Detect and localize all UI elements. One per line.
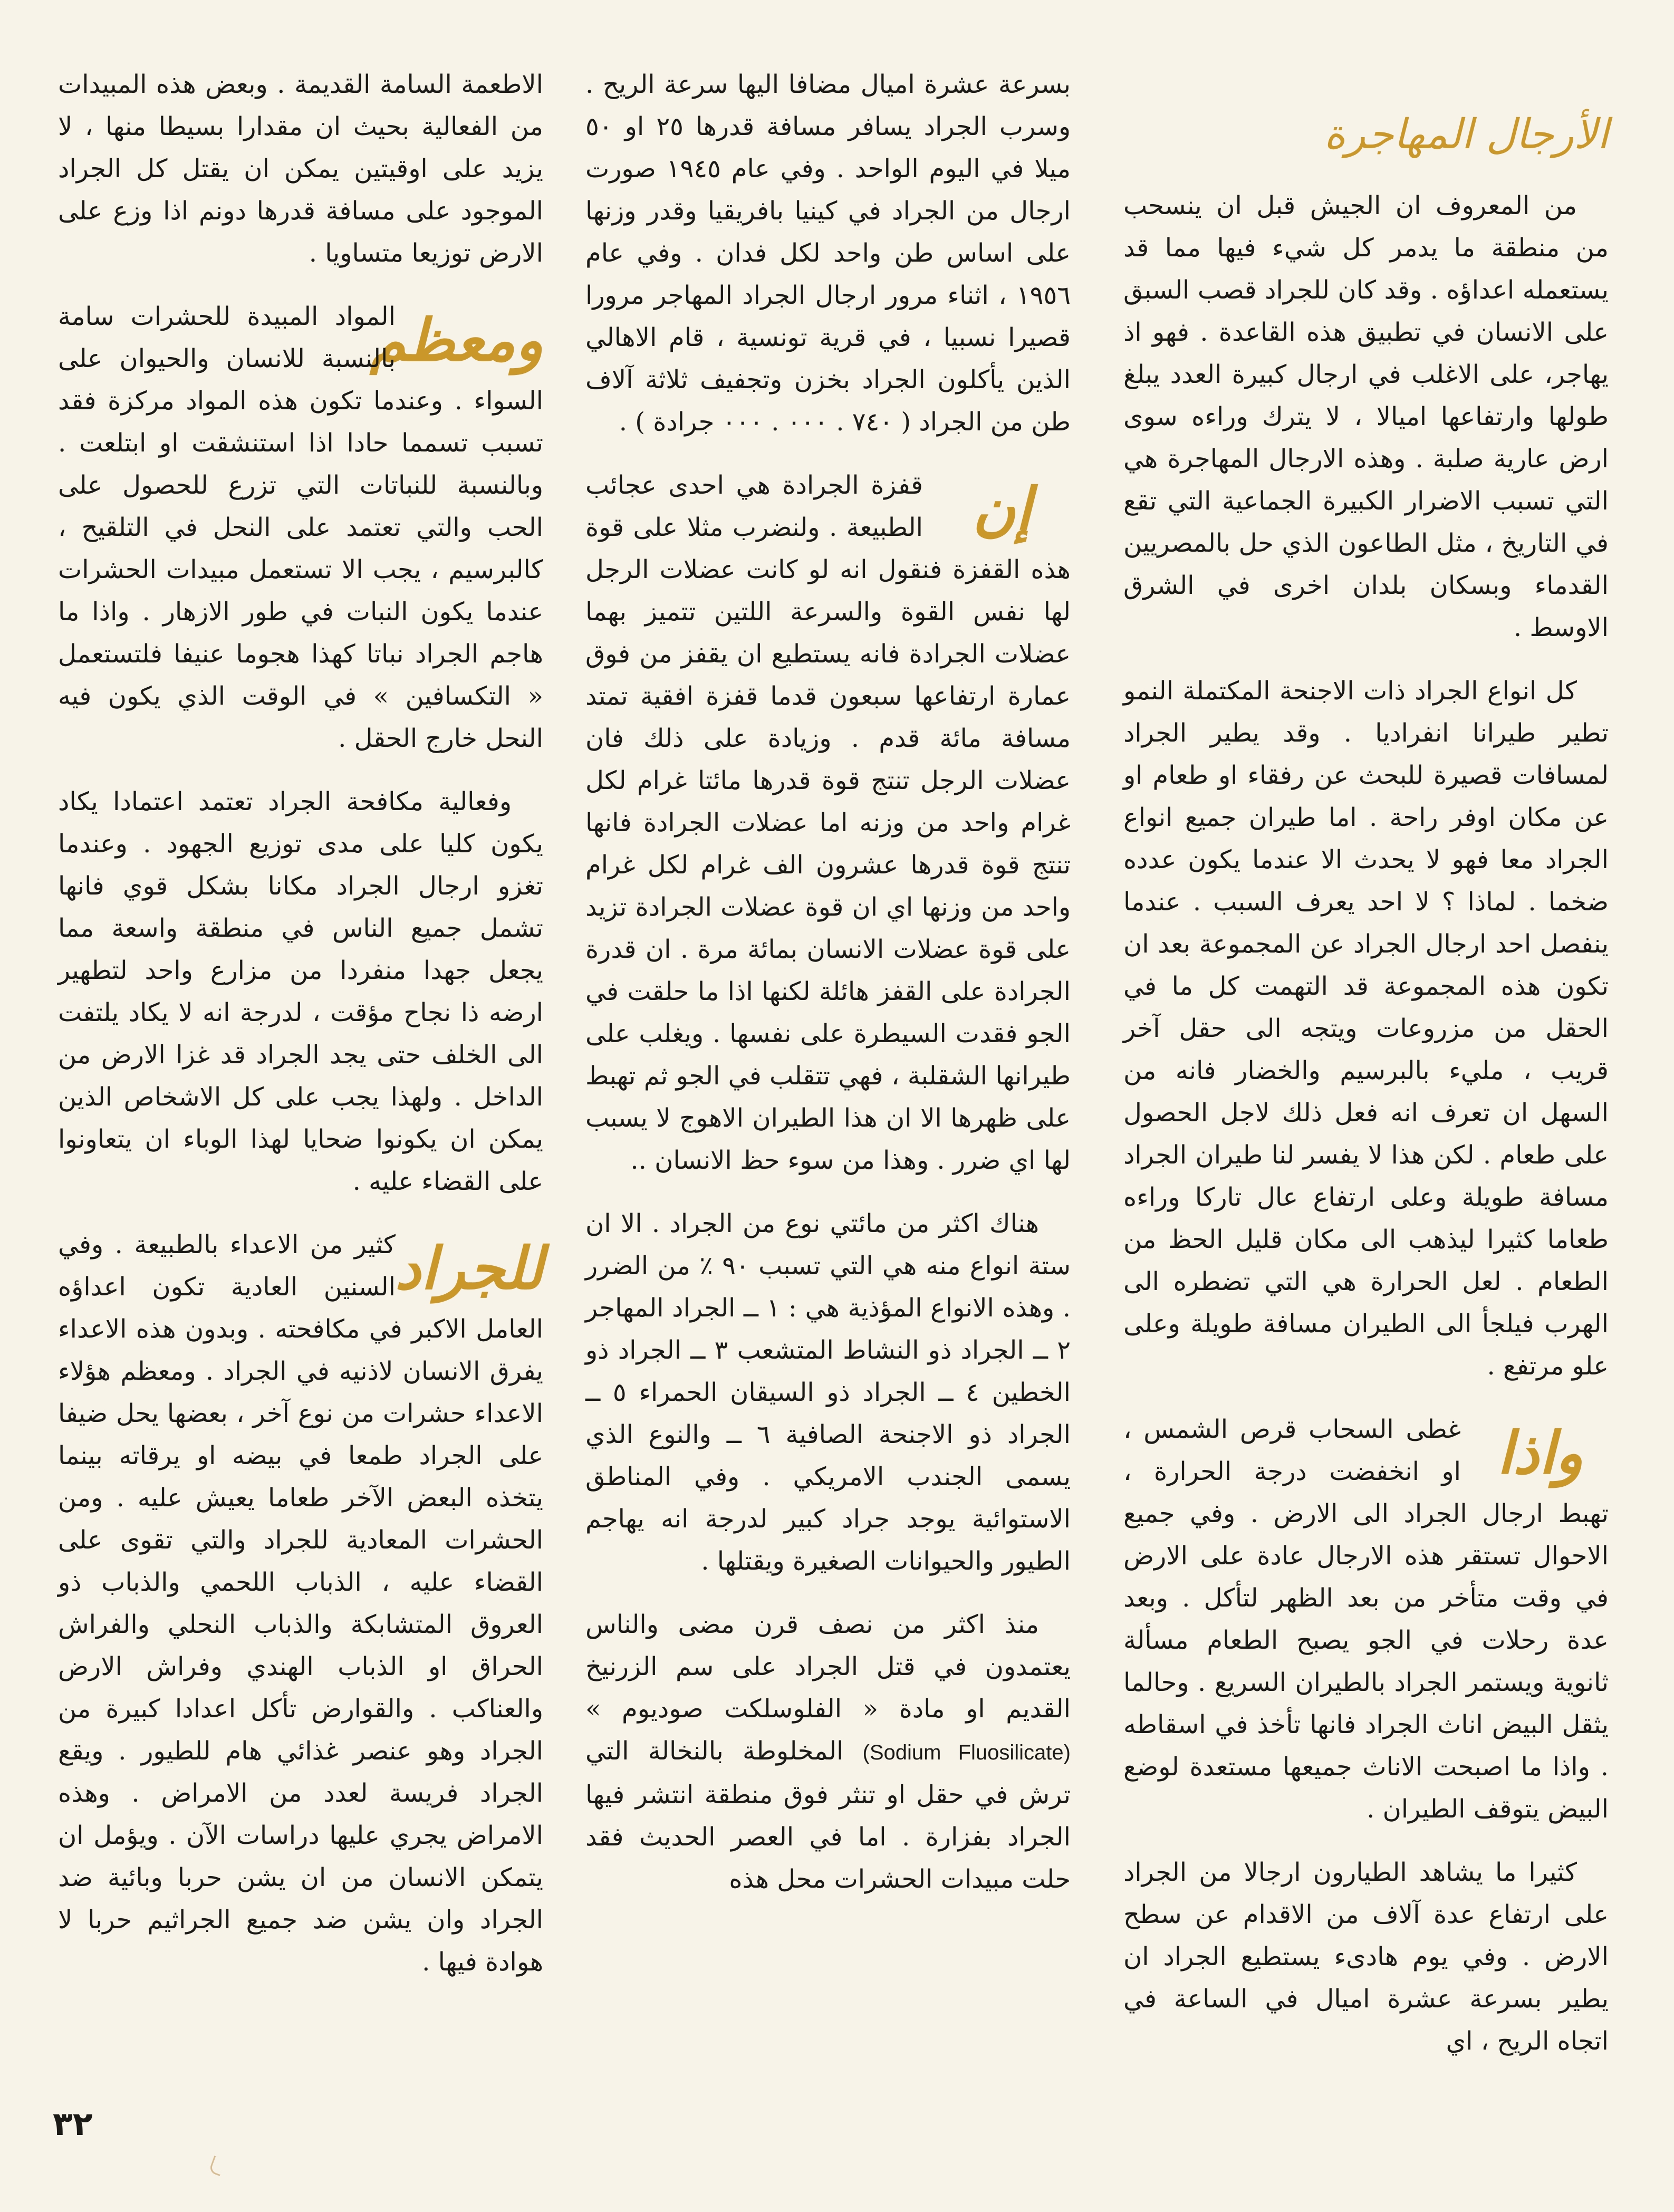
pencil-mark — [208, 2156, 226, 2176]
paragraph: غطى السحاب قرص الشمس ، او انخفضت درجة الحرارة ، تهبط ارجال الجراد الى الارض . وفي جميع الاحوال تستقر هذه الارجال عادة على الارض في وقت متأخر من بعد الظهر لتأكل . وبعد عدة رحلات في الجو يصبح الطعام مسألة ثانوية ويستمر الجراد بالطيران السريع . وحالما يثقل البيض اناث الجراد فانها تأخذ في اسقاطه . واذا ما اصبحت الاناث جميعها مستعدة لوضع البيض يتوقف الطيران . — [1123, 1415, 1609, 1824]
paragraph: كثير من الاعداء بالطبيعة . وفي السنين العادية تكون اعداؤه العامل الاكبر في مكافحته . وبدون هذه الاعداء يفرق الانسان لاذنيه في الجراد . ومعظم هؤلاء الاعداء حشرات من نوع آخر ، بعضها يحل ضيفا على الجراد طمعا في بيضه او يرقاته بينما يتخذه البعض الآخر طعاما يعيش عليه . ومن الحشرات المعادية للجراد والتي تقوى على القضاء عليه ، الذباب اللحمي والذباب ذو العروق المتشابكة والذباب النحلي والفراش الحراق او الذباب الهندي وفراش الارض والعناكب . والقوارض تأكل اعدادا كبيرة من الجراد وهو عنصر غذائي هام للطيور . ويقع الجراد فريسة لعدد من الامراض . وهذه الامراض يجري عليها دراسات الآن . ويؤمل ان يتمكن الانسان من ان يشن حربا وبائية ضد الجراد وان يشن ضد جميع الجراثيم حربا لا هوادة فيها . — [58, 1230, 544, 1977]
section-head-liljarad: للجراد — [395, 1234, 543, 1302]
paragraph-text: المخلوطة بالنخالة التي ترش في حقل او تنثر فوق منطقة انتشر فيها الجراد بفزارة . اما في العصر الحديث فقد حلت مبيدات الحشرات محل هذه — [585, 1736, 1071, 1894]
middle-column — [585, 63, 1071, 1921]
paragraph: وفعالية مكافحة الجراد تعتمد اعتمادا يكاد يكون كليا على مدى توزيع الجهود . وعندما تغزو ارجال الجراد مكانا بشكل قوي فانها تشمل جميع الناس في منطقة واسعة مما يجعل جهدا منفردا من مزارع واحد لتطهير ارضه ذا نجاح مؤقت ، لدرجة انه لا يكاد يلتفت الى الخلف حتى يجد الجراد قد غزا الارض من الداخل . ولهذا يجب على كل الاشخاص الذين يمكن ان يكونوا ضحايا لهذا الوباء ان يتعاونوا على القضاء عليه . — [58, 787, 544, 1196]
latin-term: (Sodium Fluosilicate) — [862, 1741, 1071, 1764]
article-heading: الأرجال المهاجرة — [1324, 111, 1609, 158]
paragraph: كل انواع الجراد ذات الاجنحة المكتملة النمو تطير طيرانا انفراديا . وقد يطير الجراد لمسافات قصيرة للبحث عن رفقاء او طعام او عن مكان اوفر راحة . اما طيران جميع انواع الجراد معا فهو لا يحدث الا عندما يكون عدده ضخما . لماذا ؟ لا احد يعرف السبب . عندما ينفصل احد ارجال الجراد عن المجموعة بعد ان تكون هذه المجموعة قد التهمت كل ما في الحقل من مزروعات ويتجه الى حقل آخر قريب ، مليء بالبرسيم والخضار فانه من السهل ان تعرف انه فعل ذلك لاجل الحصول على طعام . لكن هذا لا يفسر لنا طيران الجراد مسافة طويلة وعلى ارتفاع عال تاركا وراءه طعاما كثيرا ليذهب الى مكان قليل الحظ من الطعام . لعل الحرارة هي التي تضطره الى الهرب فيلجأ الى الطيران مسافة طويلة وعلى علو مرتفع . — [1123, 676, 1609, 1381]
paragraph: من المعروف ان الجيش قبل ان ينسحب من منطقة ما يدمر كل شيء فيها مما قد يستعمله اعداؤه . وقد كان للجراد قصب السبق على الانسان في تطبيق هذه القاعدة . فهو اذ يهاجر، على الاغلب في ارجال كبيرة العدد يبلغ طولها وارتفاعها اميالا ، لا يترك وراءه سوى ارض عارية صلبة . وهذه الارجال المهاجرة هي التي تسبب الاضرار الكبيرة الجماعية التي تقع في التاريخ ، مثل الطاعون الذي حل بالمصريين القدماء وبسكان بلدان اخرى في الشرق الاوسط . — [1123, 191, 1609, 642]
paragraph: الاطعمة السامة القديمة . وبعض هذه المبيدات من الفعالية بحيث ان مقدارا بسيطا منها ، لا يزيد على اوقيتين يمكن ان يقتل كل الجراد الموجود على مسافة قدرها دونم اذا وزع على الارض توزيعا متساويا . — [58, 70, 544, 268]
right-column — [1123, 105, 1609, 2083]
paragraph: بسرعة عشرة اميال مضافا اليها سرعة الريح . وسرب الجراد يسافر مسافة قدرها ٢٥ او ٥٠ ميلا في اليوم الواحد . وفي عام ١٩٤٥ صورت ارجال من الجراد في كينيا بافريقيا وقدر وزنها على اساس طن واحد لكل فدان . وفي عام ١٩٥٦ ، اثناء مرور ارجال الجراد المهاجر مرورا قصيرا نسبيا ، في قرية تونسية ، قام الاهالي الذين يأكلون الجراد بخزن وتجفيف ثلاثة آلاف طن من الجراد ( ٧٤٠ . ٠٠٠ . ٠٠٠ جرادة ) . — [585, 70, 1071, 437]
paragraph — [585, 1603, 1071, 1900]
page-number: ٣٢ — [53, 2104, 93, 2143]
paragraph-text: منذ اكثر من نصف قرن مضى والناس يعتمدون في قتل الجراد على سم الزرنيخ القديم او مادة « الفلوسلكت صوديوم » — [585, 1610, 1071, 1724]
paragraph: قفزة الجرادة هي احدى عجائب الطبيعة . ولنضرب مثلا على قوة هذه القفزة فنقول انه لو كانت عضلات الرجل لها نفس القوة والسرعة اللتين تتميز بهما عضلات الجرادة فانه يستطيع ان يقفز من فوق عمارة ارتفاعها سبعون قدما قفزة افقية تمتد مسافة مائة قدم . وزيادة على ذلك فان عضلات الرجل تنتج قوة قدرها مائتا غرام لكل غرام واحد من وزنه اما عضلات الجرادة فانها تنتج قوة قدرها عشرون الف غرام لكل غرام واحد من وزنها اي ان قوة عضلات الجرادة تزيد على قوة عضلات الانسان بمائة مرة . ان قدرة الجرادة على القفز هائلة لكنها اذا ما حلقت في الجو فقدت السيطرة على نفسها . ويغلب على طيرانها الشقلبة ، فهي تتقلب في الجو ثم تهبط على ظهرها الا ان هذا الطيران الاهوج لا يسبب لها اي ضرر . وهذا من سوء حظ الانسان .. — [585, 470, 1071, 1175]
left-column — [58, 63, 543, 2004]
section-head-inna: إن — [973, 475, 1032, 543]
paragraph: هناك اكثر من مائتي نوع من الجراد . الا ان ستة انواع منه هي التي تسبب ٩٠ ٪ من الضرر . وهذه الانواع المؤذية هي : ١ ــ الجراد المهاجر ٢ ــ الجراد ذو النشاط المتشعب ٣ ــ الجراد ذو الخطين ٤ ــ الجراد ذو السيقان الحمراء ٥ ــ الجراد ذو الاجنحة الصافية ٦ ــ والنوع الذي يسمى الجندب الامريكي . وفي المناطق الاستوائية يوجد جراد كبير لدرجة انه يهاجم الطيور والحيوانات الصغيرة ويقتلها . — [585, 1209, 1071, 1576]
section-head-waitha: واذا — [1497, 1419, 1583, 1487]
section-head-muzam: ومعظم — [370, 306, 543, 374]
paragraph: كثيرا ما يشاهد الطيارون ارجالا من الجراد على ارتفاع عدة آلاف من الاقدام عن سطح الارض . وفي يوم هادىء يستطيع الجراد ان يطير بسرعة عشرة اميال في الساعة في اتجاه الريح ، اي — [1123, 1858, 1609, 2056]
paragraph: المواد المبيدة للحشرات سامة بالنسبة للانسان والحيوان على السواء . وعندما تكون هذه المواد مركزة فقد تسبب تسمما حادا اذا استنشقت او ابتلعت . وبالنسبة للنباتات التي تزرع للحصول على الحب والتي تعتمد على النحل في التلقيح ، كالبرسيم ، يجب الا تستعمل مبيدات الحشرات عندما يكون النبات في طور الازهار . واذا ما هاجم الجراد نباتا كهذا هجوما عنيفا فلتستعمل « التكسافين » في الوقت الذي يكون فيه النحل خارج الحقل . — [58, 302, 543, 753]
